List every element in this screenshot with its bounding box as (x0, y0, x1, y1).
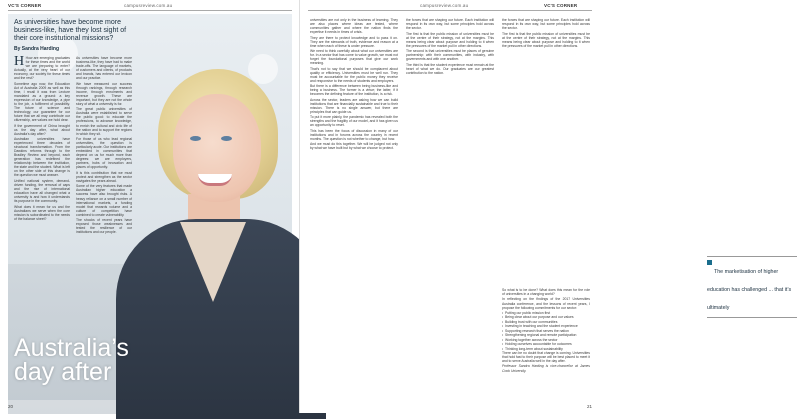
author-bio: Professor Sandra Harding is vice-chancellor at James Cook University. (502, 364, 590, 373)
pull-quote (707, 256, 797, 318)
paragraph: universities are not only in the business of learning. They are also places where ideas are tested, where communities gather and where the nation finds the expertise it needs in times of crisis. (310, 18, 398, 35)
list-item: • Putting our public mission first (502, 311, 590, 315)
paragraph: We need to think carefully about what our universities are for. In a sector that has come to value growth, we must not forget the foundational purposes that give our work meaning. (310, 49, 398, 66)
list-item: • Building trust with our communities (502, 320, 590, 324)
paragraph: Some of the very features that made Australian higher education a success have also brought risks. A heavy reliance on a small number of international markets, a funding model that rewards volume and a culture of competition have combined to create vulnerability. (76, 184, 132, 217)
list-item: • Thinking long-term about sustainability (502, 347, 590, 351)
paragraph: To put it more plainly, the pandemic has revealed both the strengths and the fragility of our model, and it has given us an opportunity to reset. (310, 115, 398, 128)
list-item: • Strengthening regional and remote participation (502, 333, 590, 337)
article-title (14, 336, 164, 384)
paragraph: That’s not to say that we should be complacent about quality or efficiency. Universities must be well run. They must be accountable for the public money they receive and responsive to the needs of students and employers. (310, 66, 398, 83)
paragraph: This has been the focus of discussion in many of our institutions and in forums across the country in recent months. The question is not whether to change, but how. (310, 128, 398, 141)
right-section-label: VC'S CORNER (544, 3, 578, 8)
pull-quote-rule (707, 317, 797, 318)
paragraph: Across the sector, leaders are asking how we can build institutions that are financially sustainable and true to their mission. There is no single answer, but there are principles that can guide us. (310, 97, 398, 114)
right-page (300, 0, 792, 413)
left-page (0, 0, 300, 413)
paragraph: In reflecting on the findings of the 2017 Universities Australia conference, and the lessons of recent years, I propose the following commitments for our sector: (502, 297, 590, 310)
paragraph: For those of us who lead regional universities, the question is particularly acute. Our institutions are embedded in communities that depend on us for much more than degrees: we are employers, partners, hubs of innovation and places of opportunity. (76, 137, 132, 170)
portrait-eye (190, 136, 201, 141)
title-line: Australia’s (14, 334, 129, 362)
background-bokeh (248, 54, 278, 84)
paragraph: H How are emerging graduates for these times and the world we are preparing to enter? Actually, at the very heart of our economy, our society for these times and the rest? (14, 54, 70, 81)
left-page-number: 20 (8, 404, 14, 409)
paragraph: And we must do this together. We will be judged not only by what we have built but by what we choose to protect. (310, 142, 398, 151)
paragraph: So what is to be done? What does this mean for the role of universities in a changing world? (502, 288, 590, 297)
paragraph: The shocks of recent years have exposed those weaknesses and tested the resilience of our institutions and our people. (76, 218, 132, 235)
paragraph: The first is that the public mission of universities must be at the centre of their strategy, not at the margins. This means being clear about purpose and holding to it when the pressures of the market pull in other directions. (406, 31, 494, 48)
paragraph: The second is that universities must be places of genuine partnership: with their communities, with industry, with governments and with one another. (406, 49, 494, 62)
paragraph: It is this contribution that we must protect and strengthen as the sector navigates the years ahead. (76, 170, 132, 183)
title-line: day after (14, 358, 112, 386)
paragraph: the forces that are shaping our future. Each institution will respond in its own way, but some principles hold across the sector. (406, 18, 494, 31)
right-page-number: 21 (586, 404, 592, 409)
left-column-1 (14, 56, 70, 222)
list-item: • Being clear about our purpose and our values (502, 315, 590, 319)
paragraph: The third is that the student experience must remain at the heart of what we do. Our graduates are our greatest contribution to the nation. (406, 62, 494, 75)
paragraph: But there is a difference between being business-like and being a business. The former is a virtue; the latter, if it becomes the defining feature of the institution, is a risk. (310, 84, 398, 97)
pull-quote-text: The marketisation of higher education has challenged ... that it’s ultimately (707, 269, 792, 311)
paragraph: If the government of China brought us the day after, what about Australia’s day after? (14, 123, 70, 136)
left-site-url: campusreview.com.au (124, 3, 173, 8)
left-column-2 (76, 56, 132, 236)
pull-quote-square-icon (707, 260, 712, 265)
paragraph: We have measured our success through rankings, through research income, through enrolments and revenue growth. These are important, but they are not the whole story of what a university is for. (76, 81, 132, 106)
paragraph: The great public universities of Australia were established to serve the public good: to educate the professions, to advance knowledge, to enrich the cultural and civic life of the nation and to support the regions in which they sit. (76, 107, 132, 136)
right-site-url: campusreview.com.au (420, 3, 469, 8)
paragraph: There can be no doubt that change is coming. Universities that hold fast to their purpose will be best placed to meet it and to serve Australia well in the day after. (502, 350, 590, 364)
right-column-3 (502, 288, 590, 374)
bullet-list (502, 311, 590, 351)
right-column-3-top (502, 18, 590, 49)
paragraph: Australian universities have experienced three decades of structural transformation. From the Dawkins reforms through to the Bradley Review and beyond, each generation has redefined the relationship between the institution, the state and the student. What is left on the other side of this change is the question we must answer. (14, 137, 70, 178)
paragraph: As universities have become more business-like, they have had to make trade-offs. The language of markets, of customers and clients, of products and brands, has entered our lexicon and our practice. (76, 56, 132, 81)
list-item: • Investing in teaching and the student experience (502, 324, 590, 328)
paragraph: Unified national system, demand-driven funding, the removal of caps and the rise of international education have all changed what a university is and how it understands its purpose in the community. (14, 178, 70, 204)
list-item: • Supporting research that serves the nation (502, 329, 590, 333)
paragraph: They are there to protect knowledge and to pass it on. They are the stewards of truth, evidence and reason at a time when each of these is under pressure. (310, 35, 398, 48)
paragraph: Sometime ago now, the Education Act of Australia 2009 as well as this time, I recall it was from Lecture mandated as a ground: a key expression of our knowledge, a pipe to the job, a fulfilment of possibility. The future of science and technology, our guarantee for our future that we all may contribute our citizenship, are values we hold dear. (14, 81, 70, 123)
left-header-rule (8, 10, 292, 11)
right-column-1 (310, 18, 398, 152)
right-header-rule (308, 10, 592, 11)
left-section-label: VC'S CORNER (8, 3, 42, 8)
article-subhead: As universities have become more business-like, have they lost sight of their core institutional missions? (14, 19, 127, 43)
paragraph: the forces that are shaping our future. Each institution will respond in its own way, but some principles hold across the sector. (502, 18, 590, 31)
list-item: • Holding ourselves accountable for outcomes (502, 342, 590, 346)
right-column-2 (406, 18, 494, 76)
list-item: • Working together across the sector (502, 338, 590, 342)
portrait-eye (221, 136, 232, 141)
paragraph: The first is that the public mission of universities must be at the centre of their strategy, not at the margins. This means being clear about purpose and holding to it when the pressures of the market pull in other directions. (502, 31, 590, 48)
paragraph: What does it mean for us and the Australians we serve when the core mission is subordinated to the needs of the balance sheet? (14, 204, 70, 221)
article-byline: By Sandra Harding (14, 46, 60, 52)
drop-cap: H (14, 54, 25, 69)
